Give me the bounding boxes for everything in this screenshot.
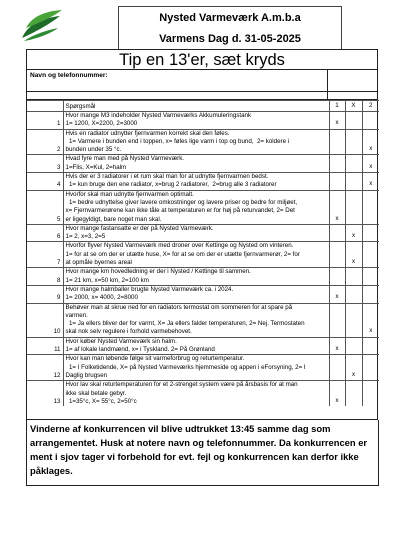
answer-cell-c2[interactable]: x	[362, 155, 379, 173]
page-header	[14, 6, 386, 46]
question-row	[27, 242, 379, 268]
answer-cell-c1[interactable]: x	[329, 337, 345, 355]
question-row	[27, 285, 379, 303]
header-col-1: 1	[329, 101, 345, 112]
question-line: Hvor køber Nysted Varmeværk sin halm.	[65, 337, 177, 345]
event-date: Varmens Dag d. 31-05-2025	[159, 33, 301, 45]
question-line: 1= Varmere i bunden end i toppen, x= føles lige varm i top og bund, 2= koldere i	[65, 137, 290, 145]
question-text	[63, 355, 329, 381]
question-number: 8	[27, 268, 63, 286]
answer-cell-cx[interactable]	[345, 190, 362, 224]
header-question: Spørgsmål	[63, 101, 329, 112]
question-line: Hvor lav skal returtemperaturen for et 2-strenget system være på årsbasis for at man	[65, 381, 298, 389]
answer-cell-c1[interactable]: x	[329, 285, 345, 303]
answer-cell-cx[interactable]	[345, 303, 362, 337]
answer-cell-cx[interactable]: x	[345, 242, 362, 268]
answer-cell-c2[interactable]	[362, 337, 379, 355]
question-line: bunden under 35 °c.	[65, 146, 122, 154]
question-number: 6	[27, 224, 63, 242]
question-text	[63, 337, 329, 355]
question-line: Hvad fyre man med på Nysted Varmeværk.	[65, 155, 185, 163]
answer-cell-c2[interactable]	[362, 355, 379, 381]
question-text	[63, 155, 329, 173]
question-line: 1= 21 km, x=50 km, 2=100 km	[65, 276, 149, 284]
question-line: ikke skal betale gebyr.	[65, 389, 127, 397]
answer-cell-cx[interactable]	[345, 337, 362, 355]
leaf-logo-icon	[20, 8, 64, 42]
question-row	[27, 112, 379, 130]
question-text	[63, 242, 329, 268]
answer-cell-cx[interactable]	[345, 173, 362, 191]
question-row	[27, 155, 379, 173]
question-line: 1=35°c, X= 55°c, 2=50°c	[65, 397, 137, 405]
answer-cell-c1[interactable]	[329, 173, 345, 191]
form-title: Tip en 13'er, sæt kryds	[27, 50, 377, 70]
question-line: Hvorfor skal man udnytte fjernvarmen optimalt.	[65, 190, 194, 198]
question-line: Hvor kan man løbende følge sit varmeforbrug og returtemperatur.	[65, 355, 245, 363]
question-line: 1= 2000, x= 4000, 2=8000	[65, 294, 138, 302]
question-row	[27, 173, 379, 191]
org-name: Nysted Varmeværk A.m.b.a	[159, 12, 301, 24]
answer-cell-c2[interactable]: x	[362, 303, 379, 337]
question-number: 1	[27, 112, 63, 130]
question-line: Hvor mange M3 indeholder Nysted Varmeværks Akkumuleringstank	[65, 112, 252, 119]
header-num-cell	[27, 101, 63, 112]
question-row	[27, 303, 379, 337]
question-line: skal nok selv regulere i forhold varmebehovet.	[65, 328, 192, 336]
questions-table	[27, 100, 379, 406]
question-row	[27, 190, 379, 224]
question-line: x= Fjernvarmerørene kan ikke tåle at temperaturen er for høj på returvandet, 2= Det	[65, 207, 295, 215]
question-row	[27, 355, 379, 381]
question-number: 9	[27, 285, 63, 303]
answer-cell-c1[interactable]	[329, 155, 345, 173]
answer-cell-cx[interactable]	[345, 268, 362, 286]
question-line: Hvor mange fastansatte er der på Nysted Varmeværk.	[65, 224, 214, 232]
question-line: Hvor mange halmballer brugte Nysted Varmeværk ca. i 2024.	[65, 285, 234, 293]
coupon-form	[26, 49, 378, 420]
question-text	[63, 285, 329, 303]
answer-cell-c2[interactable]	[362, 381, 379, 406]
question-row	[27, 337, 379, 355]
table-header-row	[27, 101, 379, 112]
question-number: 2	[27, 129, 63, 155]
header-col-x: X	[345, 101, 362, 112]
answer-cell-c2[interactable]	[362, 112, 379, 130]
question-line: Behøver man at skrue ned for en radiators termostat om sommeren for at spare på	[65, 303, 293, 311]
name-phone-row[interactable]	[27, 70, 377, 92]
answer-cell-c2[interactable]: x	[362, 129, 379, 155]
answer-cell-c1[interactable]	[329, 303, 345, 337]
header-col-2: 2	[362, 101, 379, 112]
question-number: 5	[27, 190, 63, 224]
name-phone-label: Navn og telefonnummer:	[30, 72, 108, 79]
footer-note: Vinderne af konkurrencen vil blive udtrukket 13:45 samme dag som arrangementet. Husk at notere navn og telefonnummer. Da konkurrencen er ment i sjov tager vi forbehold for evt. fejl og konkurrencen kan derfor ikke påklages.	[26, 420, 379, 486]
answer-cell-c2[interactable]: x	[362, 173, 379, 191]
answer-cell-c1[interactable]	[329, 268, 345, 286]
answer-cell-cx[interactable]	[345, 381, 362, 406]
question-number: 11	[27, 337, 63, 355]
answer-cell-c2[interactable]	[362, 224, 379, 242]
answer-cell-c2[interactable]	[362, 242, 379, 268]
question-line: Hvis en radiator udnytter fjernvarmen korrekt skal den føles.	[65, 129, 230, 137]
question-line: 1= Ja ellers bliver der for varmt, X= Ja ellers falder temperaturen, 2= Nej. Termostaten	[65, 320, 305, 328]
question-line: at opmåle byernes areal	[65, 259, 132, 267]
question-text	[63, 112, 329, 130]
answer-cell-c1[interactable]	[329, 242, 345, 268]
question-number: 12	[27, 355, 63, 381]
question-text	[63, 190, 329, 224]
question-line: Hvis der er 3 radiatorer i et rum skal man for at udnytte fjernvarmen bedst.	[65, 173, 269, 181]
header-box	[118, 6, 342, 50]
answer-cell-c1[interactable]	[329, 224, 345, 242]
question-line: Hvor mange km hovedledning er der i Nysted / Kettinge til sammen.	[65, 268, 251, 276]
answer-cell-cx[interactable]	[345, 112, 362, 130]
question-line: Hvorfor flyver Nysted Varmeværk med droner over Kettinge og Nysted om vinteren.	[65, 242, 294, 250]
question-text	[63, 381, 329, 406]
name-phone-box	[327, 70, 377, 91]
question-line: 1= 2, x=3, 2=5	[65, 233, 106, 241]
question-number: 10	[27, 303, 63, 337]
question-row	[27, 268, 379, 286]
question-number: 3	[27, 155, 63, 173]
question-row	[27, 381, 379, 406]
question-number: 4	[27, 173, 63, 191]
answer-cell-c2[interactable]	[362, 268, 379, 286]
question-text	[63, 303, 329, 337]
answer-cell-cx[interactable]: x	[345, 355, 362, 381]
spacer-row	[27, 92, 377, 100]
question-number: 7	[27, 242, 63, 268]
answer-cell-c1[interactable]: x	[329, 112, 345, 130]
question-number: 13	[27, 381, 63, 406]
spacer-box	[327, 92, 377, 99]
question-line: 1= 1200, X=2200, 2=3000	[65, 120, 138, 128]
answer-cell-cx[interactable]: x	[345, 224, 362, 242]
question-line: 1= kun bruge den ene radiator, x=brug 2 radiatorer, 2=brug alle 3 radiatorer	[65, 181, 277, 189]
answer-cell-c1[interactable]	[329, 129, 345, 155]
question-line: 1=Flis, X=Kul, 2=halm	[65, 163, 127, 171]
answer-cell-cx[interactable]	[345, 155, 362, 173]
question-line: varmen.	[65, 311, 88, 319]
question-line: Daglig brugsen	[65, 371, 108, 379]
question-line: 1= I Folketidende, X= på Nysted Varmeværks hjemmeside og appen i eForsyning, 2= I	[65, 363, 306, 371]
answer-cell-c1[interactable]: x	[329, 381, 345, 406]
question-text	[63, 129, 329, 155]
question-line: 1= bedre udnyttelse giver lavere omkostninger og lavere priser og bedre for miljøet,	[65, 198, 298, 206]
question-row	[27, 224, 379, 242]
answer-cell-c2[interactable]	[362, 285, 379, 303]
answer-cell-c1[interactable]	[329, 355, 345, 381]
question-text	[63, 224, 329, 242]
answer-cell-c1[interactable]: x	[329, 190, 345, 224]
question-text	[63, 268, 329, 286]
question-line: er ligegyldigt, bare noget man skal.	[65, 215, 162, 223]
question-line: 1= for at se om der er utætte huse, X= for at se om der er utætte fjernvarmerør, 2= for	[65, 250, 300, 258]
question-line: 1= af lokale landmænd, x= i Tyskland. 2= På Grønland	[65, 346, 215, 354]
question-row	[27, 129, 379, 155]
answer-cell-c2[interactable]	[362, 190, 379, 224]
question-text	[63, 173, 329, 191]
answer-cell-cx[interactable]	[345, 129, 362, 155]
answer-cell-cx[interactable]	[345, 285, 362, 303]
